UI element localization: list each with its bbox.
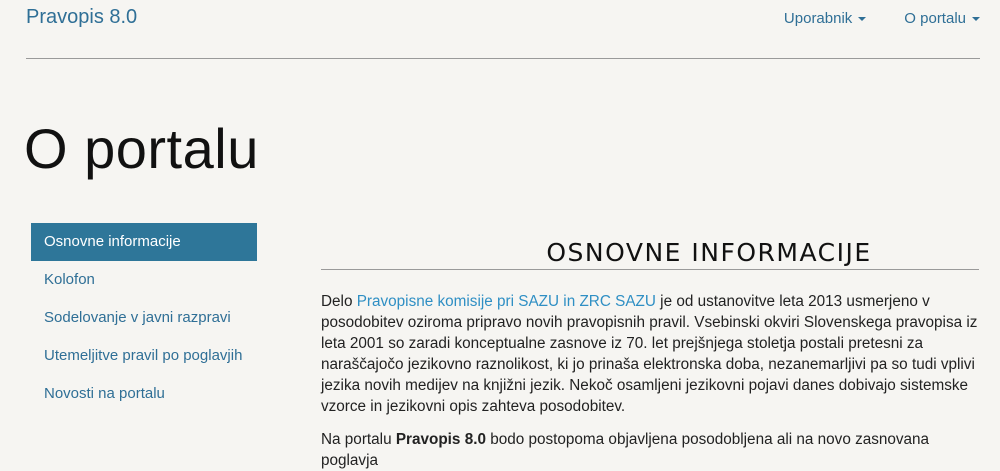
brand-link[interactable]: Pravopis 8.0 (26, 6, 138, 28)
intro-paragraph (321, 291, 979, 417)
paragraph-text: je od ustanovitve leta 2013 usmerjeno v posodobitev oziroma pripravo novih pravopisnih pravil. Vsebinski okviri Slovenskega pravopisa iz leta 2001 so zaradi konceptualne zasnove iz 70. let prejšnjega stoletja postali pretesni za naraščajočo jezikovno raznolikost, ki jo prinaša elektronska doba, nezanemarljivi pa so tudi vplivi jezika novih medijev na knjižni jezik. Nekoč osamljeni jezikovni pojavi danes dobivajo sistemske vzorce in jezikovni opis zahteva posodobitev. (321, 293, 978, 415)
commission-link[interactable]: Pravopisne komisije pri SAZU in ZRC SAZU (356, 293, 656, 310)
portal-name: Pravopis 8.0 (395, 431, 486, 448)
user-menu-dropdown[interactable] (784, 10, 866, 27)
user-menu-label: Uporabnik (783, 10, 853, 27)
nav-menus (746, 10, 980, 27)
about-menu-dropdown[interactable] (904, 10, 980, 27)
top-navbar (26, 0, 980, 59)
portal-paragraph (321, 429, 979, 471)
main-content (321, 238, 979, 471)
about-menu-label: O portalu (904, 10, 966, 27)
paragraph-text: bodo postopoma objavljena posodobljena ali na novo zasnovana poglavja (321, 431, 930, 469)
chevron-down-icon (858, 17, 866, 21)
sidebar-item-osnovne-informacije[interactable]: Osnovne informacije (31, 223, 257, 261)
sidebar-item-utemeljitve[interactable]: Utemeljitve pravil po poglavjih (44, 347, 243, 364)
section-heading: OSNOVNE INFORMACIJE (321, 238, 979, 270)
sidebar-item-novosti[interactable]: Novosti na portalu (44, 385, 165, 402)
paragraph-text: Delo (321, 293, 357, 310)
sidebar-item-sodelovanje[interactable]: Sodelovanje v javni razpravi (44, 309, 231, 326)
chevron-down-icon (972, 17, 980, 21)
paragraph-text: Na portalu (321, 431, 396, 448)
sidebar (31, 223, 257, 413)
page-title: O portalu (24, 117, 259, 180)
sidebar-item-kolofon[interactable]: Kolofon (44, 271, 95, 288)
